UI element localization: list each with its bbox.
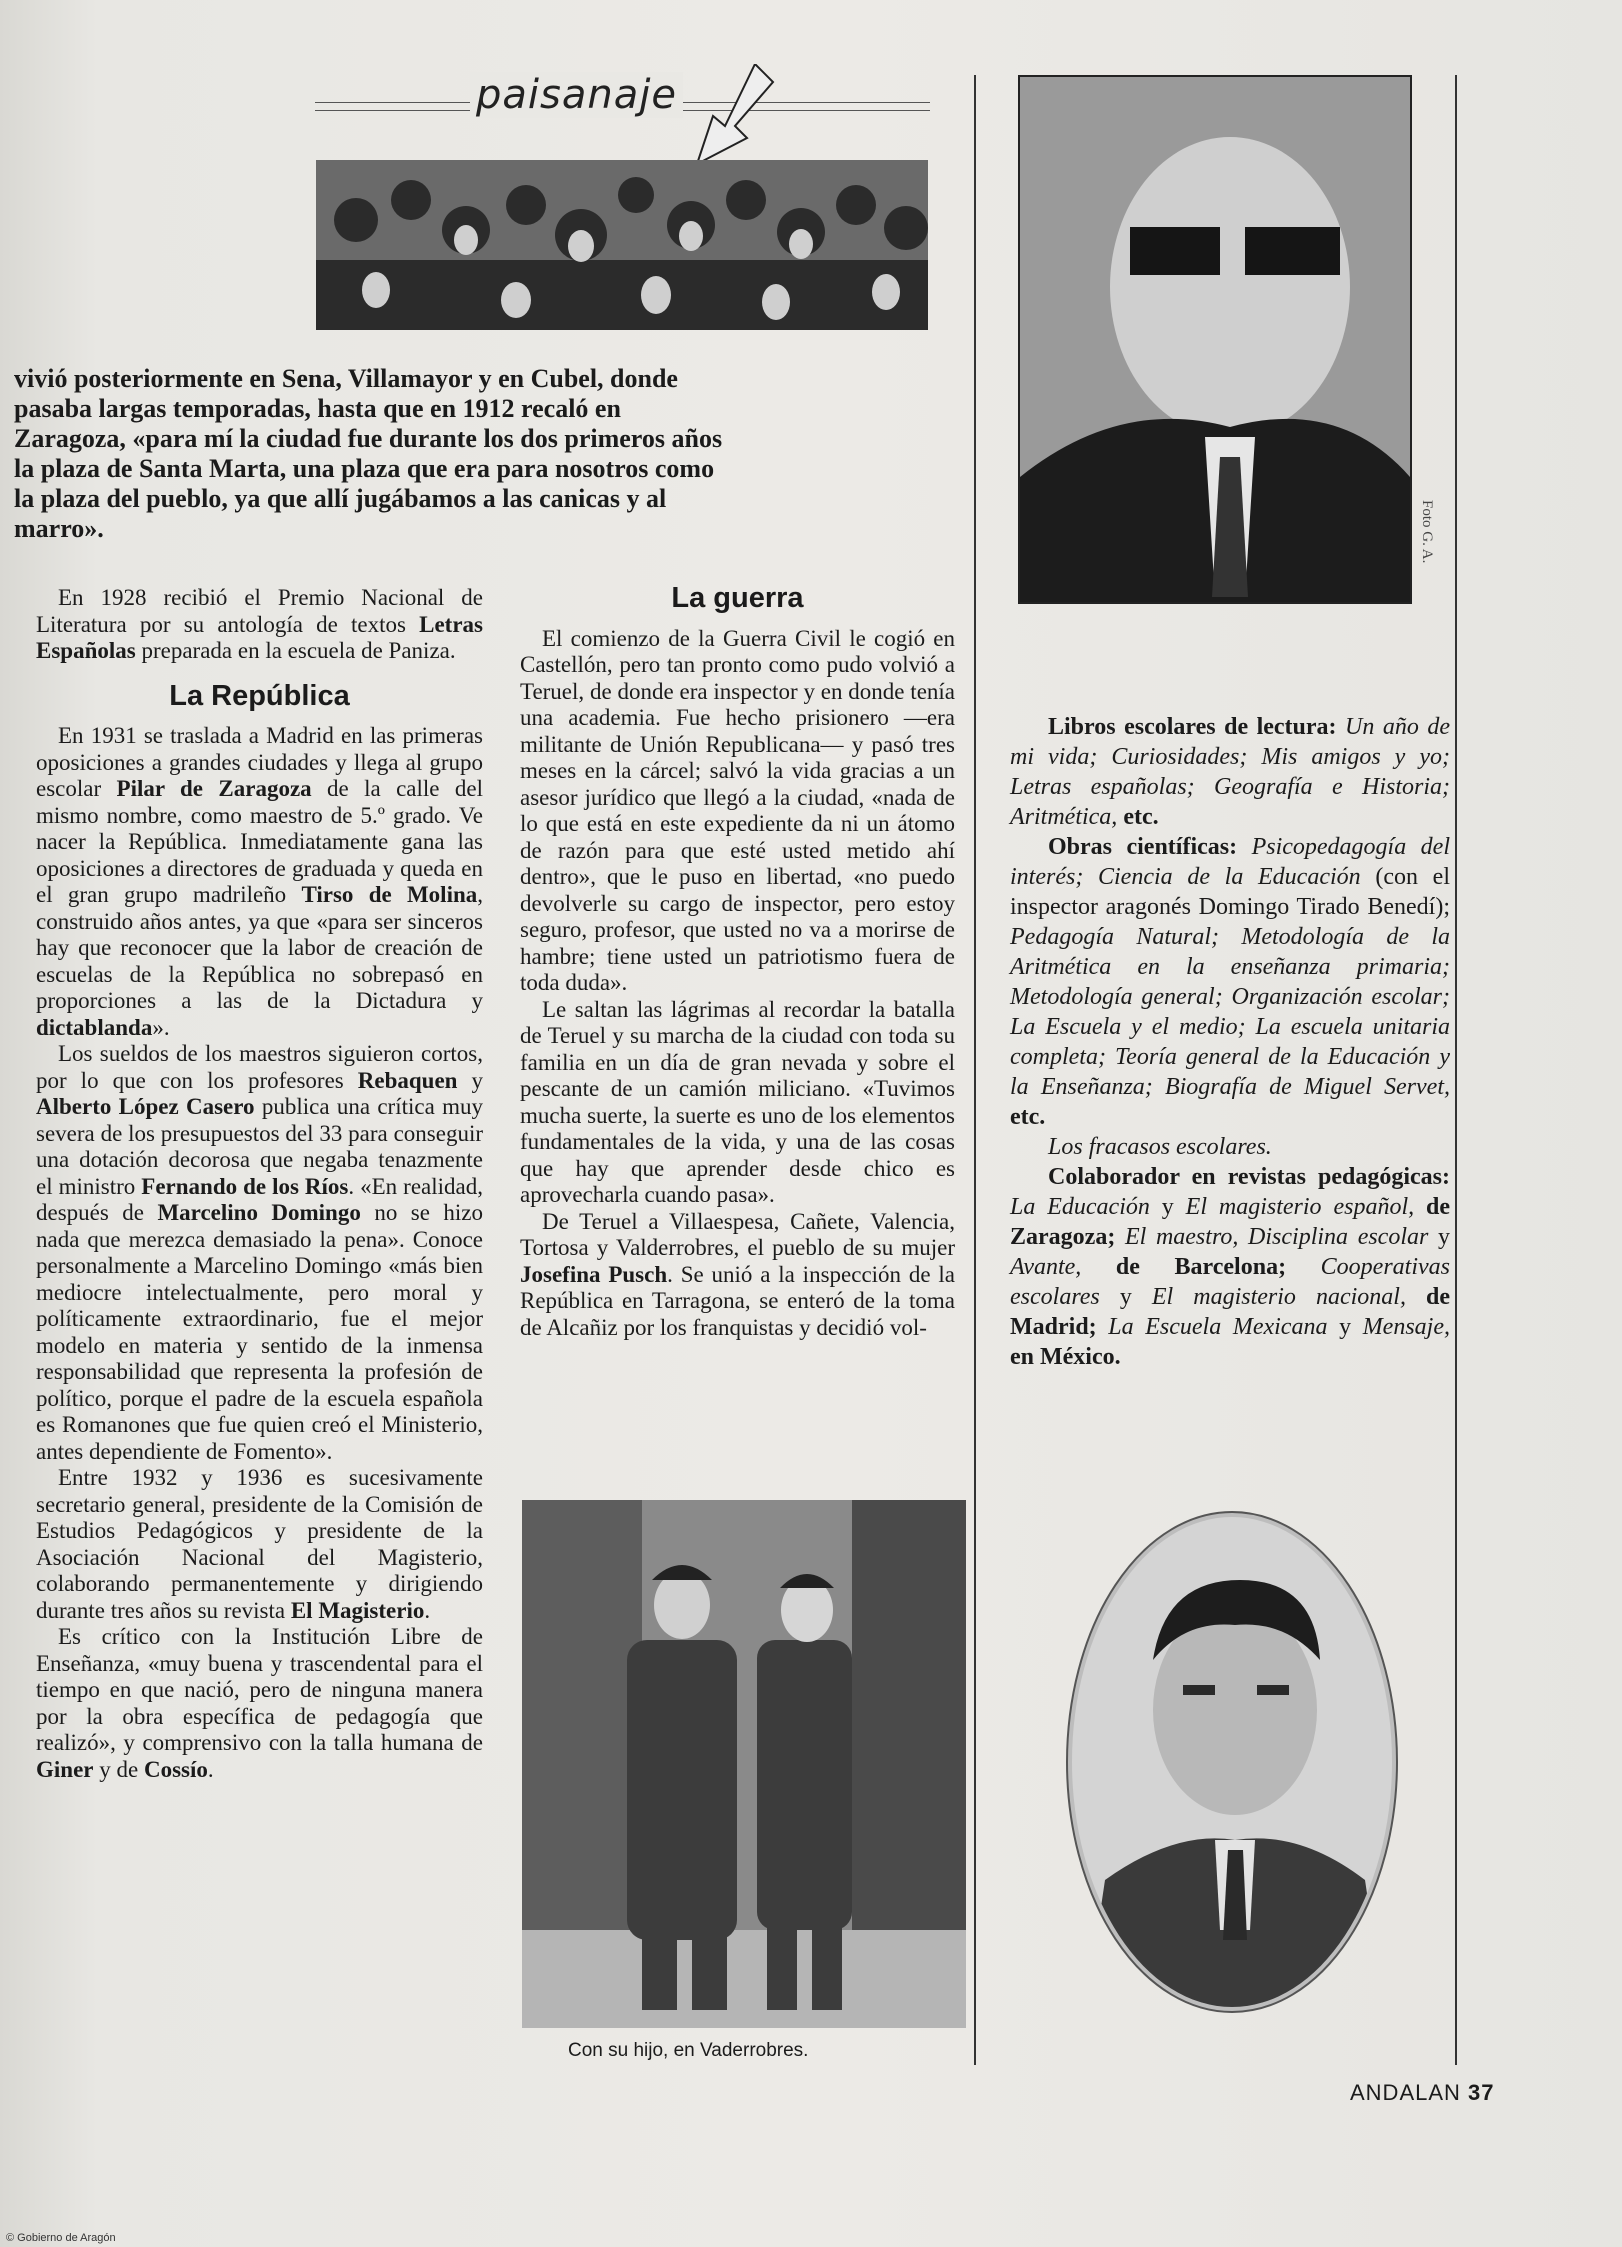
bibliography xyxy=(1010,712,1450,1372)
photo-credit: Foto G. A. xyxy=(1419,500,1435,564)
portrait-elder-photo xyxy=(1018,75,1412,604)
bibliography-magazines: Colaborador en revistas pedagógicas: La Educación y El magisterio español, de Zaragoza; El maestro, Disciplina escolar y Avante, de Barcelona; Cooperativas escolares y El magisterio nacional, de Madrid; La Escuela Mexicana y Mensaje, en México. xyxy=(1010,1164,1451,1370)
page-number: 37 xyxy=(1468,2080,1495,2105)
paragraph: El comienzo de la Guerra Civil le cogió en Castellón, pero tan pronto como pudo volvió a Teruel, de donde era inspector y en donde tenía una academia. Fue hecho prisionero —era militante de Unión Republicana— y pasó tres meses en la cárcel; salvó la vida gracias a un asesor jurídico que llegó a la ciudad, «nada de lo que está en este expediente da ni un átomo de razón para que esté usted metido ahí dentro», que le puso en libertad, «no puedo devolverle su cargo de inspector, pero estoy seguro, profesor, que usted no va a morirse de hambre; tiene usted un patriotismo fuera de toda duda». xyxy=(520,625,955,995)
bibliography-school-books: Libros escolares de lectura: Un año de mi vida; Curiosidades; Mis amigos y yo; Letras españolas; Geografía e Historia; Aritmética, etc. xyxy=(1010,714,1451,830)
arrow-icon xyxy=(695,64,775,174)
bibliography-scientific-works: Obras científicas: Psicopedagogía del interés; Ciencia de la Educación (con el inspector aragonés Domingo Tirado Benedí); Pedagogía Natural; Metodología de la Aritmética en la enseñanza primaria; Metodología general; Organización escolar; La Escuela y el medio; La escuela unitaria completa; Teoría general de la Educación y la Enseñanza; Biografía de Miguel Servet, etc. xyxy=(1010,834,1450,1130)
magazine-name: ANDALAN xyxy=(1350,2080,1461,2105)
paragraph: Le saltan las lágrimas al recordar la batalla de Teruel y su marcha de la ciudad con toda su familia en un día de gran nevada y sobre el pescante de un camión miliciano. «Tuvimos mucha suerte, la suerte es uno de los elementos fundamentales de la vida, y una de las cosas que hay que aprender desde chico es aprovecharla cuando pasa». xyxy=(520,996,955,1207)
paragraph: Los sueldos de los maestros siguieron cortos, por lo que con los profesores Rebaquen y Alberto López Casero publica una crítica muy severa de los presupuestos del 33 para conseguir una dotación decorosa que negaba tenazmente el ministro Fernando de los Ríos. «En realidad, después de Marcelino Domingo no se hizo nada que merezca demasiado la pena». Conoce personalmente a Marcelino Domingo «más bien mediocre intelectualmente, pero moral y políticamente extraordinario, fue el mejor modelo en materia y sentido de la inmensa responsabilidad que representa la profesión de político, porque el padre de la escuela española es Romanones que fue quien creó el Ministerio, antes dependiente de Fomento». xyxy=(36,1041,483,1464)
paragraph: De Teruel a Villaespesa, Cañete, Valencia, Tortosa y Valderrobres, el pueblo de su mujer Josefina Pusch. Se unió a la inspección de la República en Tarragona, se enteró de la toma de Alcañiz por los franquistas y decidió vol- xyxy=(520,1208,955,1340)
page-footer xyxy=(1350,2080,1495,2106)
column-divider xyxy=(974,75,976,2065)
section-heading-republica: La República xyxy=(169,679,350,712)
section-label: paisanaje xyxy=(470,72,683,118)
crowd-photo xyxy=(316,160,928,330)
father-son-photo xyxy=(522,1500,966,2028)
column-2 xyxy=(520,582,955,1341)
lead-paragraph: vivió posteriormente en Sena, Villamayor y en Cubel, donde pasaba largas temporadas, hasta que en 1912 recaló en Zaragoza, «para mí la ciudad fue durante los dos primeros años la plaza de Santa Marta, una plaza que era para nosotros como la plaza del pueblo, ya que allí jugábamos a las canicas y al marro». xyxy=(14,364,723,543)
portrait-young-photo xyxy=(1065,1510,1400,2015)
column-divider xyxy=(1455,75,1457,2065)
paragraph: Entre 1932 y 1936 es sucesivamente secretario general, presidente de la Comisión de Estudios Pedagógicos y presidente de la Asociación Nacional del Magisterio, colaborando permanentemente y dirigiendo durante tres años su revista El Magisterio. xyxy=(36,1465,483,1623)
paragraph: En 1928 recibió el Premio Nacional de Literatura por su antología de textos Letras Españolas preparada en la escuela de Paniza. xyxy=(36,585,483,663)
section-header xyxy=(315,72,930,132)
paragraph: En 1931 se traslada a Madrid en las primeras oposiciones a grandes ciudades y llega al grupo escolar Pilar de Zaragoza de la calle del mismo nombre, como maestro de 5.º grado. Ve nacer la República. Inmediatamente gana las oposiciones a directores de graduada y queda en el gran grupo madrileño Tirso de Molina, construido años antes, ya que «para ser sinceros hay que reconocer que la labor de creación de escuelas de la República no sobrepasó en proporciones a las de la Dictadura y dictablanda». xyxy=(36,723,483,1040)
photo-caption: Con su hijo, en Vaderrobres. xyxy=(568,2040,809,2061)
bibliography-fracasos: Los fracasos escolares. xyxy=(1048,1134,1272,1160)
paragraph: Es crítico con la Institución Libre de Enseñanza, «muy buena y trascendental para el tiempo en que nació, pero de ninguna manera por la obra específica de pedagogía que realizó», y comprensivo con la talla humana de Giner y de Cossío. xyxy=(36,1624,483,1782)
watermark: © Gobierno de Aragón xyxy=(6,2232,116,2244)
section-heading-guerra: La guerra xyxy=(671,582,804,614)
column-1 xyxy=(36,585,483,1783)
